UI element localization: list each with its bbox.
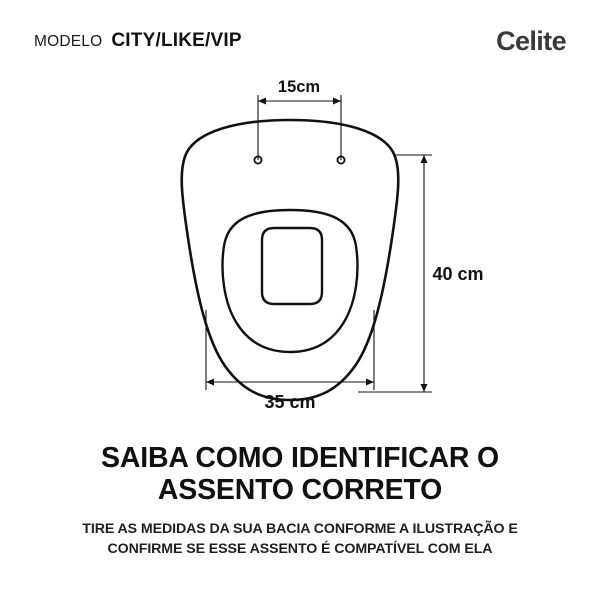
dimension-top-label: 15cm [277, 78, 321, 96]
brand-logo: Celite [496, 26, 566, 56]
headline-line-1: SAIBA COMO IDENTIFICAR O [101, 442, 499, 474]
seat-opening-outline [223, 210, 358, 352]
subheadline-line-1: TIRE AS MEDIDAS DA SUA BACIA CONFORME A ILUSTRAÇÃO E [82, 520, 518, 537]
toilet-seat-outline [182, 120, 399, 400]
headline-line-2: ASSENTO CORRETO [157, 473, 443, 506]
dimension-bottom-35cm [206, 310, 374, 390]
model-line [34, 30, 242, 52]
subheadline [0, 519, 600, 560]
seat-diagram [0, 70, 600, 430]
model-label: MODELO [34, 33, 103, 50]
headline [40, 443, 560, 507]
seat-inner-pad [262, 228, 322, 304]
dimension-right-40cm [358, 155, 432, 392]
model-value: CITY/LIKE/VIP [111, 30, 242, 51]
subheadline-line-2: CONFIRME SE ESSE ASSENTO É COMPATÍVEL COM ELA [107, 541, 493, 558]
footer-copy [0, 443, 600, 560]
dimension-top-15cm [258, 95, 341, 160]
dimension-right-label: 40 cm [432, 264, 484, 284]
dimension-bottom-label: 35 cm [264, 392, 316, 412]
header [34, 26, 566, 64]
